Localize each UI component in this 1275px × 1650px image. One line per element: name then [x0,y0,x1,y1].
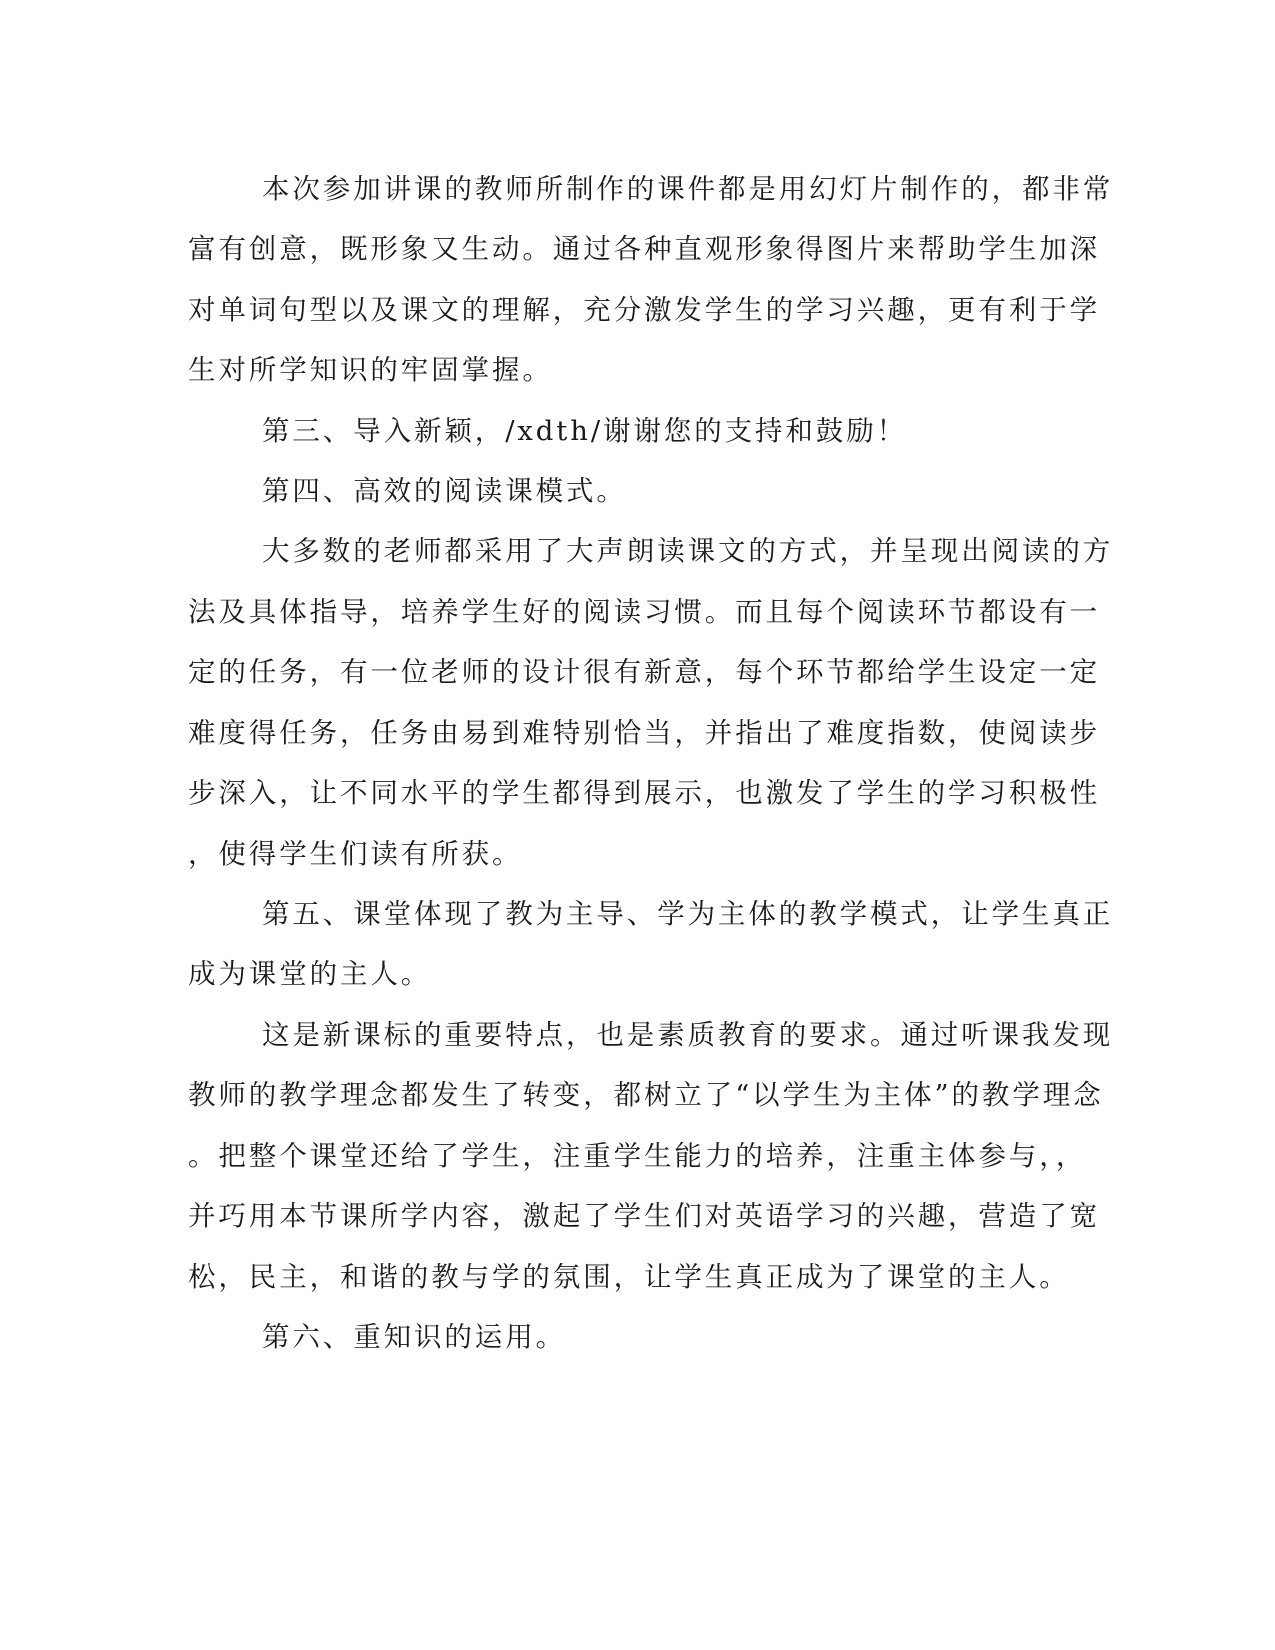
paragraph-line: 难度得任务，任务由易到难特别恰当，并指出了难度指数，使阅读步 [188,717,1100,749]
paragraph-line: 。把整个课堂还给了学生，注重学生能力的培养，注重主体参与，， [188,1140,1087,1172]
paragraph-line: 富有创意，既形象又生动。通过各种直观形象得图片来帮助学生加深 [188,233,1100,265]
paragraph-line: 松，民主，和谐的教与学的氛围，让学生真正成为了课堂的主人。 [188,1261,1070,1293]
paragraph-line: 法及具体指导，培养学生好的阅读习惯。而且每个阅读环节都设有一 [188,596,1100,628]
paragraph-line: 步深入，让不同水平的学生都得到展示，也激发了学生的学习积极性 [188,777,1100,809]
paragraph-line: 并巧用本节课所学内容，激起了学生们对英语学习的兴趣，营造了宽 [188,1200,1100,1232]
paragraph-line: ，使得学生们读有所获。 [188,838,523,870]
paragraph-line: 生对所学知识的牢固掌握。 [188,354,553,386]
paragraph-line: 定的任务，有一位老师的设计很有新意，每个环节都给学生设定一定 [188,656,1100,688]
paragraph-line: 第五、课堂体现了教为主导、学为主体的教学模式，让学生真正 [262,898,1114,930]
paragraph-line: 大多数的老师都采用了大声朗读课文的方式，并呈现出阅读的方 [262,535,1114,567]
paragraph-line: 第六、重知识的运用。 [262,1321,566,1353]
paragraph-line: 成为课堂的主人。 [188,958,432,990]
paragraph-line: 第三、导入新颖，/xdth/谢谢您的支持和鼓励！ [262,415,908,447]
paragraph-line: 这是新课标的重要特点，也是素质教育的要求。通过听课我发现 [262,1019,1114,1051]
paragraph-line: 对单词句型以及课文的理解，充分激发学生的学习兴趣，更有利于学 [188,294,1100,326]
paragraph-line: 第四、高效的阅读课模式。 [262,475,627,507]
paragraph-line: 本次参加讲课的教师所制作的课件都是用幻灯片制作的，都非常 [262,173,1114,205]
paragraph-line: 教师的教学理念都发生了转变，都树立了“以学生为主体”的教学理念 [188,1079,1104,1111]
